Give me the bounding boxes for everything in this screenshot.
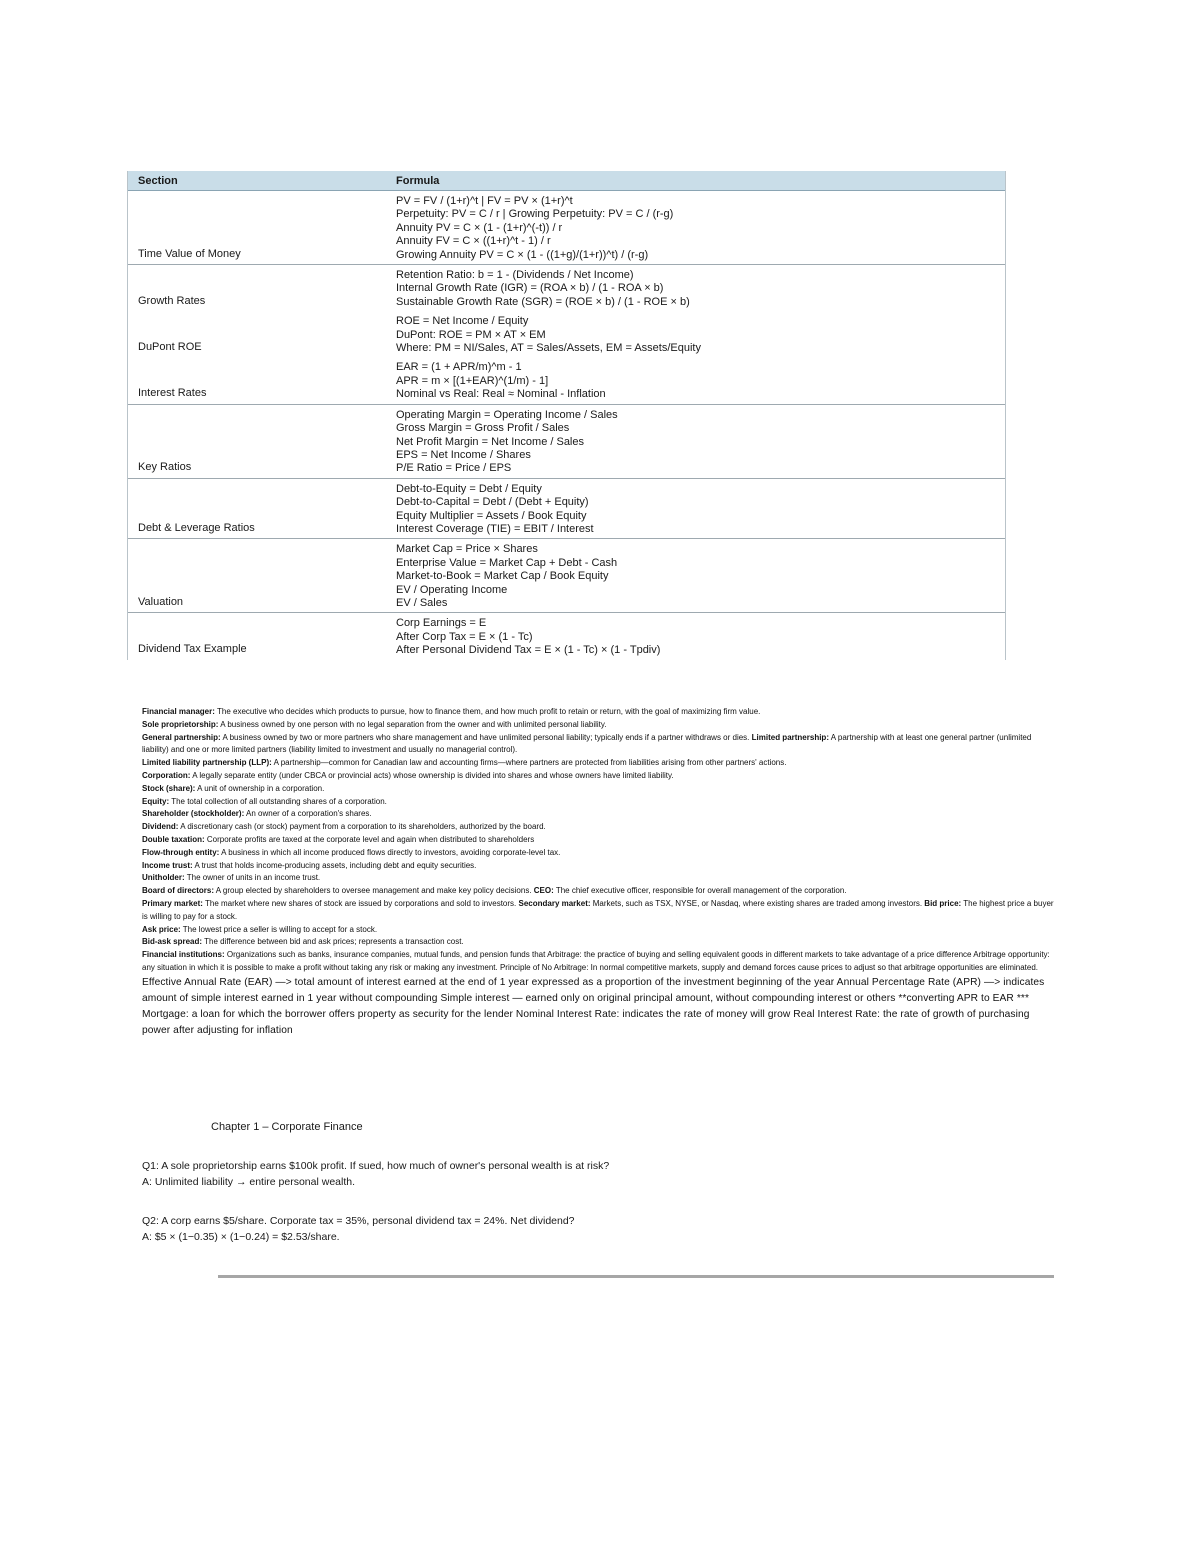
answer-1: A: Unlimited liability → entire personal wealth. — [142, 1176, 356, 1188]
def-text: The lowest price a seller is willing to accept for a stock. — [180, 924, 378, 934]
def-text: A group elected by shareholders to oversee management and make key policy decisions. — [214, 886, 534, 896]
formula-line: PV = FV / (1+r)^t | FV = PV × (1+r)^t — [396, 195, 573, 207]
formula-line: Where: PM = NI/Sales, AT = Sales/Assets, EM = Assets/Equity — [396, 342, 701, 355]
definition-item — [142, 847, 1054, 860]
def-text: The total collection of all outstanding shares of a corporation. — [169, 796, 387, 806]
table-row — [128, 478, 1005, 539]
table-row — [128, 265, 1005, 312]
def-term: Bid-ask spread: — [142, 937, 203, 947]
def-term: Primary market: — [142, 898, 203, 908]
formula-line: Debt-to-Equity = Debt / Equity — [396, 482, 542, 495]
table-row — [128, 191, 1005, 265]
formula-cell — [386, 311, 1005, 357]
definition-item — [142, 860, 1054, 873]
formula-line: Equity Multiplier = Assets / Book Equity — [396, 509, 587, 522]
def-term: Financial institutions: — [142, 950, 225, 960]
def-term: General partnership: — [142, 732, 221, 742]
formula-line: Enterprise Value = Market Cap + Debt - Cash — [396, 556, 618, 569]
formula-line: ROE = Net Income / Equity — [396, 315, 529, 328]
header-formula: Formula — [386, 171, 1005, 191]
formula-line: EPS = Net Income / Shares — [396, 448, 531, 461]
section-cell: Valuation — [128, 539, 386, 613]
def-term: Financial manager: — [142, 707, 215, 716]
def-term: Ask price: — [142, 924, 181, 934]
def-text: The highest price a buyer is willing to pay for a stock. — [142, 898, 1054, 921]
section-cell: Growth Rates — [138, 294, 206, 307]
definition-item — [142, 924, 1054, 937]
horizontal-divider — [218, 1275, 1054, 1278]
definitions-section — [142, 706, 1054, 1039]
def-term: CEO: — [533, 886, 554, 896]
formula-line: Market Cap = Price × Shares — [396, 543, 538, 556]
formula-cell — [386, 539, 1005, 613]
table-row — [128, 539, 1005, 613]
definition-item — [142, 719, 1054, 732]
def-text: A unit of ownership in a corporation. — [195, 783, 325, 793]
definitions-paragraph — [142, 949, 1054, 975]
section-cell: Interest Rates — [128, 357, 386, 404]
def-text: A business in which all income produced flows directly to investors, avoiding corporate-level tax. — [219, 847, 561, 857]
formula-cell — [386, 265, 1005, 312]
formula-line: DuPont: ROE = PM × AT × EM — [396, 328, 546, 341]
formula-line: Internal Growth Rate (IGR) = (ROA × b) / (1 - ROA × b) — [396, 282, 664, 295]
def-term: Board of directors: — [142, 886, 215, 896]
definition-item — [142, 834, 1054, 847]
formula-line: Corp Earnings = E — [396, 617, 487, 630]
definition-item — [142, 898, 1054, 924]
formula-line: Interest Coverage (TIE) = EBIT / Interest — [396, 522, 594, 535]
formula-line: Nominal vs Real: Real ≈ Nominal - Inflation — [396, 388, 606, 401]
formula-line: Debt-to-Capital = Debt / (Debt + Equity) — [396, 496, 589, 509]
definitions-large-paragraph: Effective Annual Rate (EAR) —> total amount of interest earned at the end of 1 year expressed as a proportion of the investment beginning of the year Annual Percentage Rate (APR) —> indicates amount of simple interest earned in 1 year without compounding Simple interest — earned only on original principal amount, without compounding interest or others **converting APR to EAR *** Mortgage: a loan for which the borrower offers property as security for the lender Nominal Interest Rate: indicates the rate of money will grow Real Interest Rate: the rate of growth of purchasing power after adjusting for inflation — [142, 976, 1045, 1036]
def-term: Corporation: — [142, 770, 191, 780]
definition-item — [142, 706, 1054, 719]
formula-line: Perpetuity: PV = C / r | Growing Perpetuity: PV = C / (r-g) — [396, 208, 674, 221]
definition-item — [142, 936, 1054, 949]
definition-item — [142, 732, 1054, 758]
formula-line: Growing Annuity PV = C × (1 - ((1+g)/(1+r))^t) / (r-g) — [396, 248, 649, 261]
formula-line: EAR = (1 + APR/m)^m - 1 — [396, 361, 522, 374]
formula-line: Market-to-Book = Market Cap / Book Equity — [396, 570, 609, 583]
qa-block-2 — [142, 1213, 575, 1245]
def-term: Dividend: — [142, 822, 179, 832]
formula-cell — [386, 357, 1005, 404]
table-row — [128, 613, 1005, 660]
def-text: A partnership with at least one general partner (unlimited liability) and one or more limited partners (liability limited to investment and usually no managerial control). — [142, 732, 1032, 755]
answer-2: A: $5 × (1−0.35) × (1−0.24) = $2.53/share. — [142, 1231, 340, 1243]
def-term: Stock (share): — [142, 783, 196, 793]
def-text: The difference between bid and ask prices; represents a transaction cost. — [202, 937, 464, 947]
def-text: Corporate profits are taxed at the corporate level and again when distributed to shareholders — [204, 834, 535, 844]
chapter-title: Chapter 1 – Corporate Finance — [211, 1121, 363, 1133]
definition-item — [142, 783, 1054, 796]
section-cell: Key Ratios — [128, 404, 386, 478]
definition-item — [142, 872, 1054, 885]
def-text: The market where new shares of stock are issued by corporations and sold to investors. — [202, 898, 519, 908]
def-text: The chief executive officer, responsible for overall management of the corporation. — [553, 886, 847, 896]
formula-cell — [386, 478, 1005, 539]
def-term: Double taxation: — [142, 834, 205, 844]
section-cell: Debt & Leverage Ratios — [128, 478, 386, 539]
formula-line: EV / Sales — [396, 596, 448, 609]
formula-table — [127, 171, 1006, 660]
formula-line: Annuity PV = C × (1 - (1+r)^(-t)) / r — [396, 221, 563, 234]
table-row — [128, 311, 1005, 357]
table-row — [128, 404, 1005, 478]
def-term: Limited partnership: — [751, 732, 829, 742]
section-cell: Dividend Tax Example — [128, 613, 386, 660]
formula-line: Gross Margin = Gross Profit / Sales — [396, 422, 570, 435]
def-term: Sole proprietorship: — [142, 719, 219, 729]
formula-cell — [386, 613, 1005, 660]
formula-line: Sustainable Growth Rate (SGR) = (ROE × b) / (1 - ROE × b) — [396, 295, 690, 308]
def-term: Unitholder: — [142, 873, 185, 883]
table-row — [128, 357, 1005, 404]
section-cell: Time Value of Money — [128, 191, 386, 265]
formula-line: EV / Operating Income — [396, 583, 508, 596]
definition-item — [142, 770, 1054, 783]
def-text: A business owned by two or more partners who share management and have unlimited personal liability; typically ends if a partner withdraws or dies. — [220, 732, 752, 742]
def-term: Bid price: — [924, 898, 962, 908]
def-text: The owner of units in an income trust. — [184, 873, 321, 883]
section-cell: DuPont ROE — [138, 341, 202, 354]
definition-item — [142, 808, 1054, 821]
definition-item — [142, 821, 1054, 834]
formula-cell — [386, 404, 1005, 478]
def-text: A business owned by one person with no legal separation from the owner and with unlimited personal liability. — [218, 719, 607, 729]
qa-block-1 — [142, 1158, 609, 1190]
def-text: The executive who decides which products to pursue, how to finance them, and how much profit to retain or return, with the goal of maximizing firm value. — [214, 707, 761, 716]
def-term: Shareholder (stockholder): — [142, 809, 245, 819]
def-text: A trust that holds income-producing assets, including debt and equity securities. — [192, 860, 477, 870]
def-term: Equity: — [142, 796, 170, 806]
def-term: Limited liability partnership (LLP): — [142, 758, 272, 768]
definition-item — [142, 757, 1054, 770]
formula-line: Net Profit Margin = Net Income / Sales — [396, 435, 584, 448]
def-text: A partnership—common for Canadian law and accounting firms—where partners are protected from liabilities arising from other partners' actions. — [271, 758, 787, 768]
formula-line: Annuity FV = C × ((1+r)^t - 1) / r — [396, 235, 551, 248]
formula-line: P/E Ratio = Price / EPS — [396, 462, 512, 475]
def-text: A legally separate entity (under CBCA or provincial acts) whose ownership is divided into shares and whose owners have limited liability. — [190, 770, 674, 780]
formula-line: Retention Ratio: b = 1 - (Dividends / Net Income) — [396, 269, 634, 282]
def-text: Markets, such as TSX, NYSE, or Nasdaq, where existing shares are traded among investors. — [590, 898, 925, 908]
formula-line: After Corp Tax = E × (1 - Tc) — [396, 630, 533, 643]
definition-item — [142, 796, 1054, 809]
def-text: A discretionary cash (or stock) payment from a corporation to its shareholders, authorized by the board. — [178, 822, 546, 832]
formula-cell — [386, 191, 1005, 265]
formula-line: Operating Margin = Operating Income / Sales — [396, 408, 618, 421]
formula-line: After Personal Dividend Tax = E × (1 - Tc) × (1 - Tpdiv) — [396, 644, 661, 657]
header-section: Section — [128, 171, 386, 191]
def-term: Secondary market: — [518, 898, 591, 908]
formula-line: APR = m × [(1+EAR)^(1/m) - 1] — [396, 374, 549, 387]
def-long-text: Organizations such as banks, insurance companies, mutual funds, and pension funds that Arbitrage: the practice of buying and selling equivalent goods in different markets to take advantage of a price difference Arbitrage opportunity: any situation in which it is possible to make a profit without taking any risk or making any investment. Principle of No Arbitrage: In normal competitive markets, supply and demand forces cause prices to adjust so that arbitrage opportunities are eliminated. — [142, 950, 1050, 972]
def-text: An owner of a corporation's shares. — [244, 809, 372, 819]
def-term: Flow-through entity: — [142, 847, 220, 857]
def-term: Income trust: — [142, 860, 193, 870]
definition-item — [142, 885, 1054, 898]
table-header-row — [128, 171, 1005, 191]
question-2: Q2: A corp earns $5/share. Corporate tax = 35%, personal dividend tax = 24%. Net dividend? — [142, 1215, 575, 1227]
question-1: Q1: A sole proprietorship earns $100k profit. If sued, how much of owner's personal wealth is at risk? — [142, 1160, 610, 1172]
